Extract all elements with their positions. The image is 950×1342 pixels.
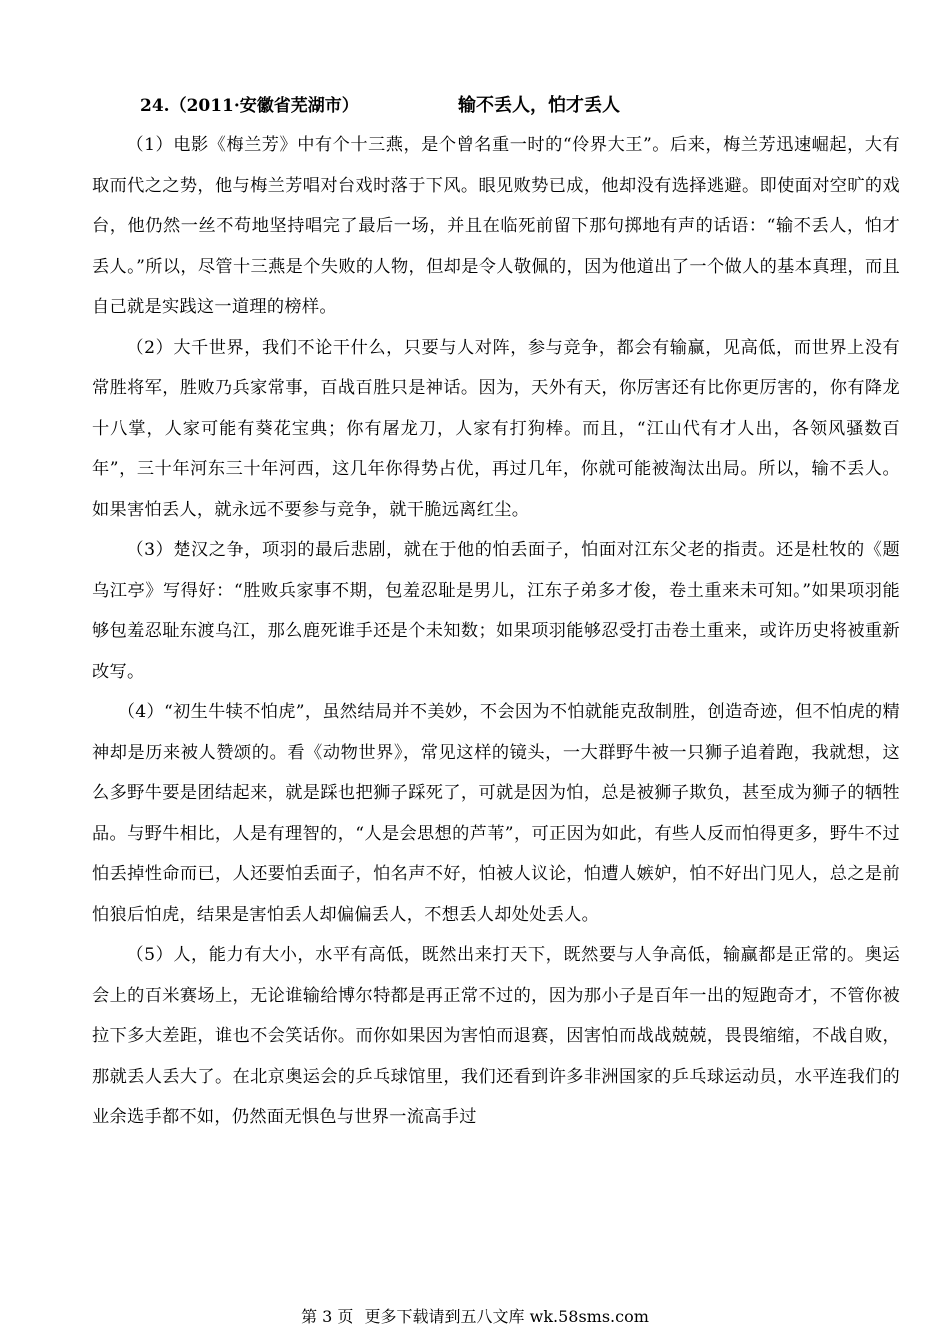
page-footer [0, 1306, 950, 1328]
page-number: 第 3 页 [301, 1307, 354, 1326]
paragraph-4: （4）“初生牛犊不怕虎”，虽然结局并不美妙，不会因为不怕就能克敌制胜，创造奇迹，但不怕虎的精神却是历来被人赞颂的。看《动物世界》，常见这样的镜头，一大群野牛被一只狮子追着跑，我就想，这么多野牛要是团结起来，就是踩也把狮子踩死了，可就是因为怕，总是被狮子欺负，甚至成为狮子的牺牲品。与野牛相比，人是有理智的，“人是会思想的芦苇”，可正因为如此，有些人反而怕得更多，野牛不过怕丢掉性命而已，人还要怕丢面子，怕名声不好，怕被人议论，怕遭人嫉妒，怕不好出门见人，总之是前怕狼后怕虎，结果是害怕丢人却偏偏丢人，不想丢人却处处丢人。 [92, 702, 900, 925]
paragraph-1: （1）电影《梅兰芳》中有个十三燕，是个曾名重一时的“伶界大王”。后来，梅兰芳迅速崛起，大有取而代之之势，他与梅兰芳唱对台戏时落于下风。眼见败势已成，他却没有选择逃避。即使面对空旷的戏台，他仍然一丝不苟地坚持唱完了最后一场，并且在临死前留下那句掷地有声的话语：“输不丢人，怕才丢人。”所以，尽管十三燕是个失败的人物，但却是令人敬佩的，因为他道出了一个做人的基本真理，而且自己就是实践这一道理的榜样。 [92, 135, 900, 317]
article-title: 输不丢人，怕才丢人 [458, 95, 620, 116]
paragraph-3: （3）楚汉之争，项羽的最后悲剧，就在于他的怕丢面子，怕面对江东父老的指责。还是杜牧的《题乌江亭》写得好：“胜败兵家事不期，包羞忍耻是男儿，江东子弟多才俊，卷土重来未可知。”如果项羽能够包羞忍耻东渡乌江，那么鹿死谁手还是个未知数；如果项羽能够忍受打击卷土重来，或许历史将被重新改写。 [92, 540, 900, 682]
question-number: 24.（2011·安徽省芜湖市） [140, 96, 359, 116]
article-body [92, 125, 900, 1138]
download-link-text[interactable]: 更多下载请到五八文库 wk.58sms.com [364, 1307, 649, 1326]
question-header [140, 92, 910, 120]
paragraph-5: （5）人，能力有大小，水平有高低，既然出来打天下，既然要与人争高低，输赢都是正常的。奥运会上的百米赛场上，无论谁输给博尔特都是再正常不过的，因为那小子是百年一出的短跑奇才，不管你被拉下多大差距，谁也不会笑话你。而你如果因为害怕而退赛，因害怕而战战兢兢，畏畏缩缩，不战自败，那就丢人丢大了。在北京奥运会的乒乓球馆里，我们还看到许多非洲国家的乒乓球运动员，水平连我们的业余选手都不如，仍然面无惧色与世界一流高手过 [92, 945, 900, 1127]
paragraph-2: （2）大千世界，我们不论干什么，只要与人对阵，参与竞争，都会有输赢，见高低，而世界上没有常胜将军，胜败乃兵家常事，百战百胜只是神话。因为，天外有天，你厉害还有比你更厉害的，你有降龙十八掌，人家可能有葵花宝典；你有屠龙刀，人家有打狗棒。而且，“江山代有才人出，各领风骚数百年”，三十年河东三十年河西，这几年你得势占优，再过几年，你就可能被淘汰出局。所以，输不丢人。如果害怕丢人，就永远不要参与竞争，就干脆远离红尘。 [92, 337, 900, 520]
